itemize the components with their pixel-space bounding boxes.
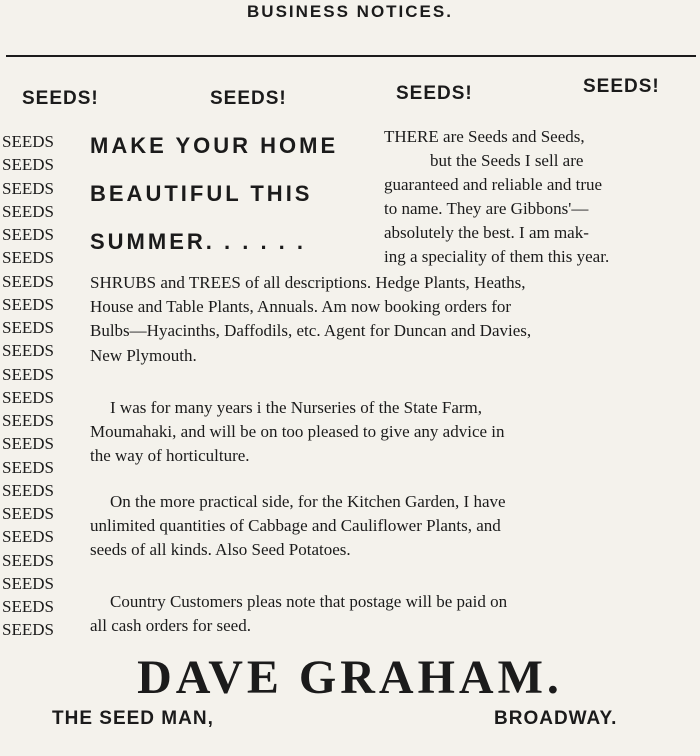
side-seeds-label: SEEDS bbox=[2, 341, 54, 361]
para4-line-1: Country Customers pleas note that postage will be paid on bbox=[110, 592, 508, 611]
para3-line-2: unlimited quantities of Cabbage and Cauliflower Plants, and bbox=[90, 516, 501, 535]
side-seeds-label: SEEDS bbox=[2, 550, 54, 570]
para1-line-1: SHRUBS and TREES of all descriptions. Hedge Plants, Heaths, bbox=[90, 273, 526, 292]
para3-line-1: On the more practical side, for the Kitchen Garden, I have bbox=[110, 492, 506, 511]
para1-line-4: New Plymouth. bbox=[90, 346, 197, 365]
intro-line-6: ing a speciality of them this year. bbox=[384, 247, 610, 266]
side-seeds-label: SEEDS bbox=[2, 573, 54, 593]
side-seeds-label: SEEDS bbox=[2, 225, 54, 244]
side-seeds-label: SEEDS bbox=[2, 457, 54, 477]
side-seeds-label: SEEDS bbox=[2, 155, 54, 175]
side-seeds-label: SEEDS bbox=[2, 620, 54, 640]
section-title: BUSINESS NOTICES. bbox=[247, 2, 453, 21]
side-seeds-label: SEEDS bbox=[2, 294, 54, 314]
side-seeds-label: SEEDS bbox=[2, 318, 54, 337]
side-seeds-label: SEEDS bbox=[2, 527, 54, 547]
intro-line-2: but the Seeds I sell are bbox=[430, 151, 584, 170]
para3-line-3: seeds of all kinds. Also Seed Potatoes. bbox=[90, 540, 351, 559]
intro-line-5: absolutely the best. I am mak- bbox=[384, 223, 589, 242]
headline-line-1: MAKE YOUR HOME bbox=[90, 133, 339, 158]
headline-line-3: SUMMER. . . . . . bbox=[90, 229, 307, 254]
side-seeds-label: SEEDS bbox=[2, 504, 54, 523]
side-seeds-label: SEEDS bbox=[2, 387, 54, 407]
side-seeds-label: SEEDS bbox=[2, 132, 54, 151]
para2-line-2: Moumahaki, and will be on too pleased to give any advice in bbox=[90, 422, 505, 441]
side-seeds-label: SEEDS bbox=[2, 434, 54, 454]
seeds-heading-3: SEEDS! bbox=[396, 83, 473, 104]
seeds-heading-2: SEEDS! bbox=[210, 88, 287, 109]
seeds-side-column bbox=[2, 130, 54, 642]
side-seeds-label: SEEDS bbox=[2, 364, 54, 384]
side-seeds-label: SEEDS bbox=[2, 178, 54, 198]
advertiser-name: DAVE GRAHAM. bbox=[137, 651, 563, 704]
side-seeds-label: SEEDS bbox=[2, 248, 54, 268]
side-seeds-label: SEEDS bbox=[2, 597, 54, 616]
intro-line-4: to name. They are Gibbons'— bbox=[384, 199, 589, 218]
headline-line-2: BEAUTIFUL THIS bbox=[90, 181, 313, 206]
footer-left: THE SEED MAN, bbox=[52, 708, 214, 729]
para1-line-2: House and Table Plants, Annuals. Am now booking orders for bbox=[90, 297, 512, 316]
side-seeds-label: SEEDS bbox=[2, 411, 54, 430]
intro-line-3: guaranteed and reliable and true bbox=[384, 175, 603, 194]
top-rule bbox=[6, 55, 696, 57]
para1-line-3: Bulbs—Hyacinths, Daffodils, etc. Agent for Duncan and Davies, bbox=[90, 321, 532, 340]
side-seeds-label: SEEDS bbox=[2, 271, 54, 291]
side-seeds-label: SEEDS bbox=[2, 480, 54, 500]
para4-line-2: all cash orders for seed. bbox=[90, 616, 251, 635]
para2-line-3: the way of horticulture. bbox=[90, 446, 250, 465]
intro-line-1: THERE are Seeds and Seeds, bbox=[384, 127, 585, 146]
footer-right: BROADWAY. bbox=[494, 708, 618, 729]
para2-line-1: I was for many years i the Nurseries of the State Farm, bbox=[110, 398, 482, 417]
seeds-heading-4: SEEDS! bbox=[583, 76, 660, 97]
seeds-heading-1: SEEDS! bbox=[22, 88, 99, 109]
side-seeds-label: SEEDS bbox=[2, 201, 54, 221]
